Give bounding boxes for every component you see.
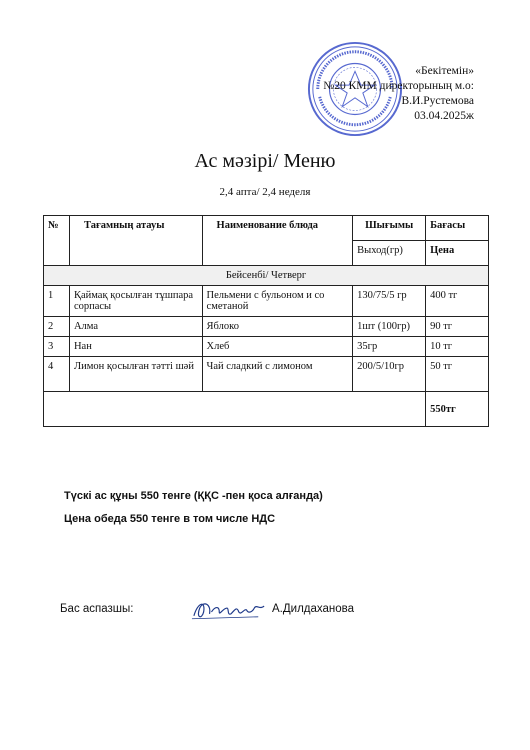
table-row — [44, 337, 489, 357]
table-header-row — [44, 216, 489, 241]
row-output: 35гр — [353, 337, 426, 357]
table-row — [44, 286, 489, 317]
row-name-kz: Қаймақ қосылған тұшпара сорпасы — [69, 286, 202, 317]
header-number: № — [44, 216, 70, 266]
row-name-kz: Лимон қосылған тәтті шәй — [69, 357, 202, 392]
section-day: Бейсенбі/ Четверг — [44, 266, 489, 286]
chef-name: А.Дилдаханова — [272, 603, 355, 615]
row-name-kz: Нан — [69, 337, 202, 357]
row-name-ru: Хлеб — [202, 337, 353, 357]
row-number: 1 — [44, 286, 70, 317]
approval-line-approved: «Бекітемін» — [415, 65, 474, 77]
header-name-kz: Тағамның атауы — [69, 216, 202, 266]
header-name-ru: Наименование блюда — [202, 216, 353, 266]
price-note-kz: Түскі ас құны 550 тенге (ҚҚС -пен қоса алғанда) — [64, 490, 323, 502]
row-number: 2 — [44, 317, 70, 337]
table-row — [44, 357, 489, 392]
approval-line-position: №20 КММ директорының м.о: — [323, 80, 474, 92]
total-empty-cell — [44, 392, 426, 427]
header-price-kz: Бағасы — [426, 216, 489, 241]
chef-role-label: Бас аспазшы: — [60, 603, 134, 615]
row-price: 90 тг — [426, 317, 489, 337]
table-row — [44, 317, 489, 337]
row-number: 3 — [44, 337, 70, 357]
row-output: 1шт (100гр) — [353, 317, 426, 337]
row-price: 400 тг — [426, 286, 489, 317]
approval-block — [323, 64, 474, 124]
row-name-ru: Пельмени с бульоном и со сметаной — [202, 286, 353, 317]
approval-line-date: 03.04.2025ж — [414, 110, 474, 122]
row-name-ru: Чай сладкий с лимоном — [202, 357, 353, 392]
section-row — [44, 266, 489, 286]
page-subtitle: 2,4 апта/ 2,4 неделя — [219, 186, 311, 198]
approval-line-name: В.И.Рустемова — [401, 95, 474, 107]
row-price: 50 тг — [426, 357, 489, 392]
price-note-ru: Цена обеда 550 тенге в том числе НДС — [64, 513, 276, 525]
row-output: 200/5/10гр — [353, 357, 426, 392]
header-price-ru: Цена — [426, 241, 489, 266]
row-name-ru: Яблоко — [202, 317, 353, 337]
row-number: 4 — [44, 357, 70, 392]
total-price: 550тг — [426, 392, 489, 427]
row-name-kz: Алма — [69, 317, 202, 337]
row-output: 130/75/5 гр — [353, 286, 426, 317]
total-row — [44, 392, 489, 427]
header-output-ru: Выход(гр) — [353, 241, 426, 266]
page-title: Ас мәзірі/ Меню — [194, 150, 336, 172]
row-price: 10 тг — [426, 337, 489, 357]
handwritten-signature — [190, 594, 268, 624]
header-output-kz: Шығымы — [353, 216, 426, 241]
menu-table — [43, 215, 489, 427]
